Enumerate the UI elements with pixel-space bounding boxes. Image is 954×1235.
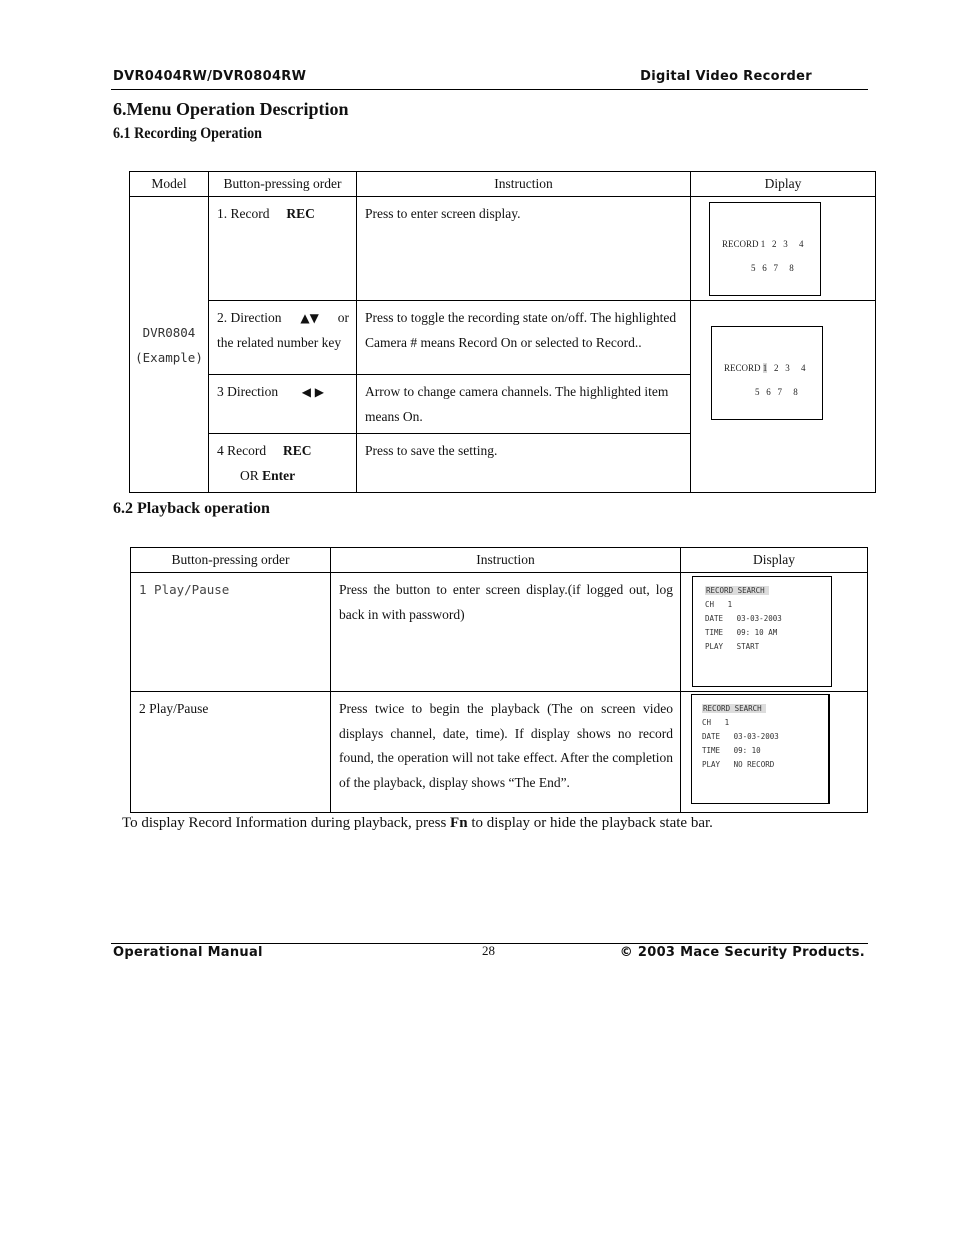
header-title: Digital Video Recorder <box>640 69 812 84</box>
rec-key-label: REC <box>282 443 312 458</box>
fn-key-label: Fn <box>450 815 468 831</box>
display-cell <box>681 692 868 813</box>
model-note: (Example) <box>135 349 203 365</box>
col-order: Button-pressing order <box>131 548 331 573</box>
playback-note: To display Record Information during playback, press Fn to display or hide the playback state bar. <box>122 815 713 831</box>
order-cell: 2 Play/Pause <box>131 692 331 813</box>
record-screen-row2: 5 6 7 8 <box>751 262 794 273</box>
up-down-arrows-icon: ▲▼ <box>300 311 319 325</box>
order-cell <box>209 434 357 493</box>
record-screen-row2: 5 6 7 8 <box>755 387 798 397</box>
table-row <box>131 573 868 692</box>
order-text: 4 Record <box>217 443 267 458</box>
search-screen-title: RECORD SEARCH <box>705 586 769 595</box>
search-screen <box>692 576 832 687</box>
footer-copyright: © 2003 Mace Security Products. <box>619 945 865 960</box>
search-screen-time: TIME 09: 10 AM <box>705 628 778 637</box>
record-screen-highlight <box>711 326 823 420</box>
order-line <box>217 439 349 464</box>
playback-header-row <box>131 548 868 573</box>
header-model: DVR0404RW/DVR0804RW <box>113 69 307 84</box>
table-row <box>130 301 876 375</box>
display-cell <box>691 197 876 301</box>
col-instruction: Instruction <box>331 548 681 573</box>
search-screen-play: PLAY START <box>705 642 760 651</box>
instruction-cell: Press to save the setting. <box>357 434 691 493</box>
search-screen-ch: CH 1 <box>705 600 733 609</box>
model-name: DVR0804 <box>142 324 196 340</box>
search-screen-date: DATE 03-03-2003 <box>705 614 782 623</box>
instruction-cell: Press twice to begin the playback (The on screen video displays channel, date, time). If display shows no record found, the operation will not take effect. After the completion of the playback, display shows “The End”. <box>331 692 681 813</box>
table-row <box>131 692 868 813</box>
record-screen-row1: RECORD 1 2 3 4 <box>724 363 806 373</box>
col-order: Button-pressing order <box>209 172 357 197</box>
footer-manual: Operational Manual <box>113 945 263 960</box>
recording-table <box>129 171 876 493</box>
col-model: Model <box>130 172 209 197</box>
section-heading: 6.Menu Operation Description <box>113 99 349 119</box>
table-row <box>130 197 876 301</box>
page-number: 28 <box>482 943 495 958</box>
record-screen <box>709 202 821 296</box>
order-cell <box>209 301 357 375</box>
highlighted-camera: 1 <box>762 363 768 373</box>
recording-heading: 6.1 Recording Operation <box>113 125 263 142</box>
enter-key-label: Enter <box>262 467 296 483</box>
col-instruction: Instruction <box>357 172 691 197</box>
order-line <box>217 306 349 331</box>
order-or-text: or <box>337 310 349 325</box>
order-cell <box>209 375 357 434</box>
header-rule <box>111 89 868 90</box>
order-number-key: the related number key <box>217 334 342 350</box>
instruction-cell: Press to toggle the recording state on/off. The highlighted Camera # means Record On or selected to Record.. <box>357 301 691 375</box>
display-cell <box>681 573 868 692</box>
col-display: Display <box>681 548 868 573</box>
order-text: 1. Record <box>217 206 270 221</box>
playback-table <box>130 547 868 813</box>
col-display: Diplay <box>691 172 876 197</box>
search-screen-play: PLAY NO RECORD <box>702 760 775 769</box>
instruction-cell: Press the button to enter screen display.(if logged out, log back in with password) <box>331 573 681 692</box>
left-right-arrows-icon: ◀ ▶ <box>301 385 325 399</box>
instruction-cell: Press to enter screen display. <box>357 197 691 301</box>
order-line2: OR Enter <box>240 467 296 483</box>
order-text: 2. Direction <box>217 310 282 325</box>
playback-heading: 6.2 Playback operation <box>113 500 270 517</box>
record-screen-row1: RECORD 1 2 3 4 <box>722 238 804 249</box>
model-cell <box>130 197 209 493</box>
search-screen-ch: CH 1 <box>702 718 730 727</box>
display-cell <box>691 301 876 493</box>
rec-key-label: REC <box>286 206 315 221</box>
instruction-cell: Arrow to change camera channels. The highlighted item means On. <box>357 375 691 434</box>
order-cell <box>209 197 357 301</box>
search-screen-title: RECORD SEARCH <box>702 704 766 713</box>
search-screen-time: TIME 09: 10 <box>702 746 761 755</box>
recording-header-row <box>130 172 876 197</box>
order-cell: 1 Play/Pause <box>131 573 331 692</box>
search-screen-date: DATE 03-03-2003 <box>702 732 779 741</box>
order-text: 3 Direction <box>217 384 279 399</box>
search-screen <box>691 694 830 804</box>
